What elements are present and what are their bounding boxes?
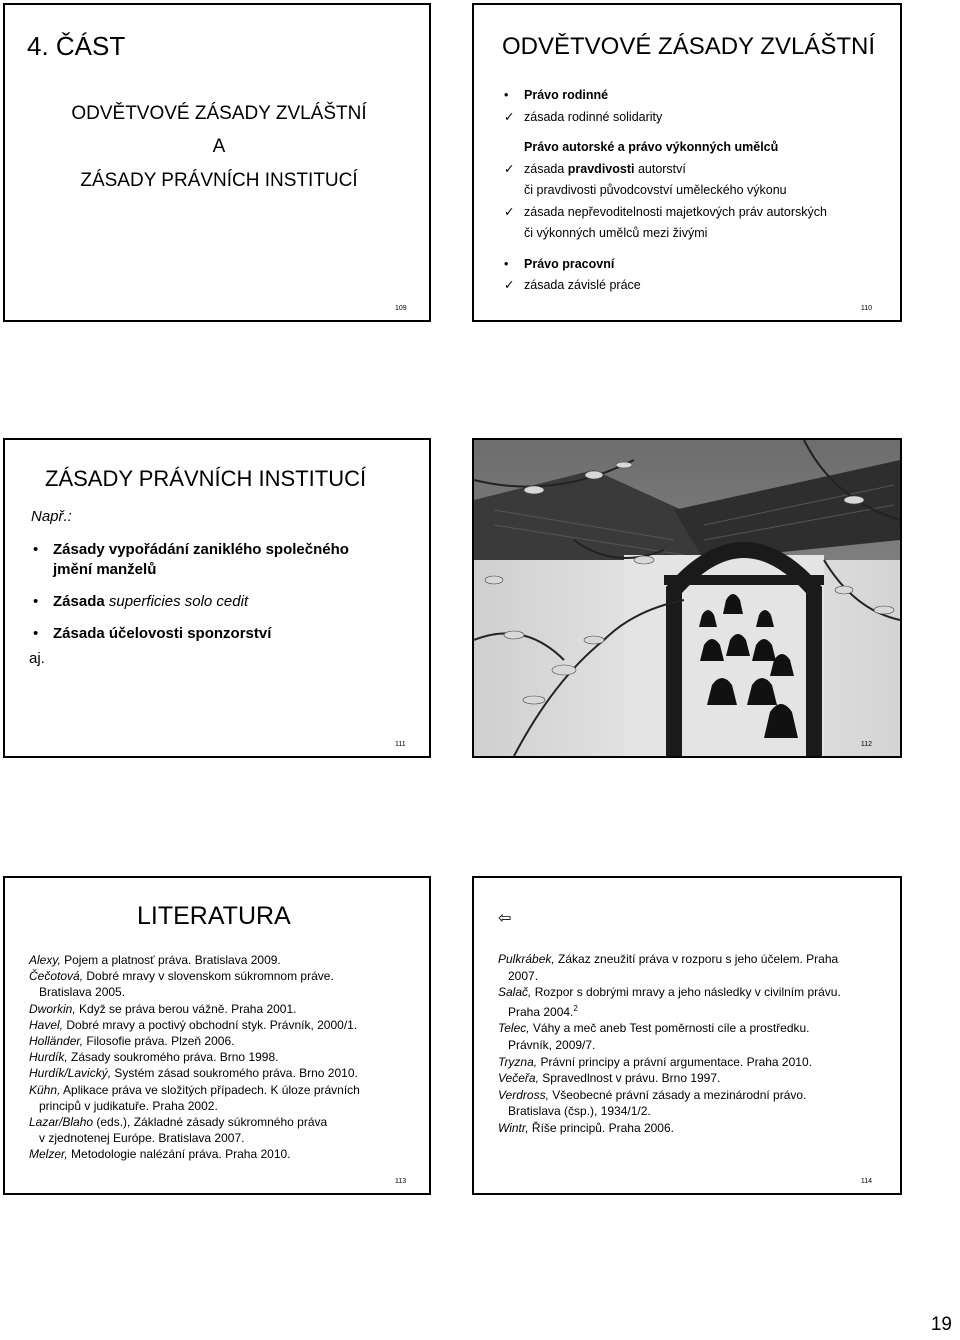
reference-author: Kühn, bbox=[29, 1082, 61, 1097]
reference-line bbox=[29, 1049, 360, 1065]
slide-110 bbox=[472, 3, 902, 322]
etc-label: aj. bbox=[29, 650, 45, 667]
bullet-icon: • bbox=[33, 625, 39, 642]
principles-list bbox=[504, 85, 899, 297]
list-item: • Zásady vypořádání zaniklého společného jmění manželů bbox=[33, 541, 349, 578]
reference-author: Holländer, bbox=[29, 1034, 84, 1049]
reference-author: Lazar/Blaho bbox=[29, 1115, 94, 1130]
reference-text: Váhy a meč aneb Test poměrnosti cíle a prostředku. bbox=[529, 1021, 810, 1036]
reference-text: Rozpor s dobrými mravy a jeho následky v civilním právu. bbox=[531, 985, 841, 1000]
reference-text: Filosofie práva. Plzeň 2006. bbox=[83, 1034, 235, 1049]
reference-line bbox=[498, 1037, 841, 1054]
reference-superscript: 2 bbox=[573, 1003, 578, 1013]
reference-text: Všeobecné právní zásady a mezinárodní právo. bbox=[548, 1087, 807, 1102]
list-item: ✓ zásada závislé práce bbox=[504, 275, 899, 297]
slide-title: LITERATURA bbox=[137, 902, 291, 930]
slide-109 bbox=[3, 3, 431, 322]
reference-line bbox=[29, 1130, 360, 1146]
slide-title: 4. ČÁST bbox=[27, 31, 126, 61]
reference-author: Melzer, bbox=[29, 1147, 68, 1162]
reference-line bbox=[29, 1001, 360, 1017]
reference-line bbox=[498, 951, 841, 968]
reference-line bbox=[498, 1120, 841, 1137]
reference-line bbox=[29, 1065, 360, 1081]
reference-text: Bratislava 2005. bbox=[39, 985, 126, 1000]
reference-text: Právní principy a právní argumentace. Praha 2010. bbox=[537, 1054, 812, 1069]
reference-author: Verdross, bbox=[498, 1087, 549, 1102]
subtitle-line: A bbox=[212, 136, 226, 158]
reference-text: Právník, 2009/7. bbox=[508, 1037, 596, 1052]
reference-text: Když se práva berou vážně. Praha 2001. bbox=[75, 1001, 297, 1016]
list-item: ✓ zásada rodinné solidarity bbox=[504, 107, 899, 129]
slide-title: ODVĚTVOVÉ ZÁSADY ZVLÁŠTNÍ bbox=[502, 33, 875, 60]
reference-text: Říše principů. Praha 2006. bbox=[528, 1120, 674, 1135]
subtitle-line: ZÁSADY PRÁVNÍCH INSTITUCÍ bbox=[80, 169, 358, 191]
slide-number: 111 bbox=[395, 741, 406, 748]
slide-114 bbox=[472, 876, 902, 1195]
reference-text: Zásady soukromého práva. Brno 1998. bbox=[67, 1050, 279, 1065]
reference-author: Wintr, bbox=[498, 1120, 529, 1135]
reference-author: Pulkrábek, bbox=[498, 952, 555, 966]
reference-author: Hurdík, bbox=[29, 1050, 68, 1065]
slide-number: 110 bbox=[860, 305, 872, 312]
list-item: • Právo rodinné bbox=[504, 85, 899, 107]
slide-number: 114 bbox=[860, 1178, 872, 1185]
reference-text: Metodologie nalézání práva. Praha 2010. bbox=[67, 1147, 291, 1162]
reference-line bbox=[29, 1114, 360, 1130]
page-number: 19 bbox=[930, 1314, 952, 1335]
reference-line bbox=[498, 1103, 841, 1120]
slide-111 bbox=[3, 438, 431, 758]
slide-number: 112 bbox=[860, 741, 872, 748]
reference-author: Dworkin, bbox=[29, 1001, 76, 1016]
reference-author: Čečotová, bbox=[29, 969, 84, 984]
reference-text: Dobré mravy v slovenskom súkromnom práve. bbox=[83, 969, 334, 984]
reference-text: Praha 2004. bbox=[508, 1004, 574, 1019]
reference-line bbox=[498, 1001, 841, 1021]
bell-tower-photo bbox=[474, 440, 900, 756]
list-item: či výkonných umělců mezi živými bbox=[524, 226, 708, 240]
reference-text: Bratislava (čsp.), 1934/1/2. bbox=[508, 1104, 651, 1119]
reference-line bbox=[29, 1098, 360, 1114]
reference-line bbox=[29, 1033, 360, 1049]
reference-text: v zjednotenej Európe. Bratislava 2007. bbox=[39, 1131, 245, 1146]
checkmark-icon: ✓ bbox=[504, 161, 515, 176]
reference-author: Hurdík/Lavický, bbox=[29, 1066, 112, 1081]
list-item: • Zásada účelovosti sponzorství bbox=[33, 625, 272, 642]
list-item: Právo autorské a právo výkonných umělců bbox=[504, 137, 899, 159]
intro-label: Např.: bbox=[31, 508, 72, 525]
reference-text: 2007. bbox=[508, 968, 539, 983]
list-item: ✓ zásada nepřevoditelnosti majetkových práv autorských bbox=[504, 202, 899, 224]
reference-text: (eds.), Základné zásady súkromného práva bbox=[93, 1115, 328, 1130]
back-arrow-icon[interactable]: ⇦ bbox=[498, 910, 512, 927]
slide-number: 113 bbox=[395, 1178, 407, 1185]
reference-author: Havel, bbox=[29, 1017, 64, 1032]
bullet-icon: • bbox=[504, 256, 509, 271]
slide-number: 109 bbox=[395, 305, 407, 312]
slide-113 bbox=[3, 876, 431, 1195]
reference-author: Alexy, bbox=[29, 953, 61, 967]
reference-line bbox=[498, 1070, 841, 1087]
list-item: či pravdivosti původcovství uměleckého výkonu bbox=[524, 183, 787, 197]
reference-author: Tryzna, bbox=[498, 1054, 538, 1069]
reference-line bbox=[29, 984, 360, 1000]
literature-list bbox=[498, 951, 841, 1137]
reference-text: Pojem a platnosť práva. Bratislava 2009. bbox=[60, 953, 281, 967]
reference-line bbox=[498, 1020, 841, 1037]
reference-line bbox=[498, 1087, 841, 1104]
checkmark-icon: ✓ bbox=[504, 109, 515, 124]
subtitle-line: ODVĚTVOVÉ ZÁSADY ZVLÁŠTNÍ bbox=[71, 103, 367, 124]
reference-text: Systém zásad soukromého práva. Brno 2010. bbox=[111, 1066, 358, 1081]
reference-line bbox=[29, 1146, 360, 1162]
reference-author: Telec, bbox=[498, 1021, 530, 1036]
bullet-icon: • bbox=[504, 88, 509, 102]
bullet-icon: • bbox=[33, 593, 39, 610]
slide-subtitle-block bbox=[5, 97, 431, 197]
reference-text: Dobré mravy a poctivý obchodní styk. Právník, 2000/1. bbox=[63, 1017, 358, 1032]
literature-list bbox=[29, 952, 360, 1163]
reference-author: Salač, bbox=[498, 985, 532, 1000]
checkmark-icon: ✓ bbox=[504, 278, 515, 292]
list-item: • Právo pracovní bbox=[504, 254, 899, 276]
reference-line bbox=[29, 968, 360, 984]
reference-line bbox=[498, 984, 841, 1001]
slide-112 bbox=[472, 438, 902, 758]
reference-author: Večeřa, bbox=[498, 1071, 539, 1086]
checkmark-icon: ✓ bbox=[504, 204, 515, 219]
reference-line bbox=[29, 1017, 360, 1033]
list-item: • Zásada superficies solo cedit bbox=[33, 593, 249, 610]
list-item: ✓ zásada pravdivosti autorství bbox=[504, 159, 899, 181]
bullet-icon bbox=[504, 137, 524, 159]
reference-line bbox=[29, 1082, 360, 1098]
slide-title: ZÁSADY PRÁVNÍCH INSTITUCÍ bbox=[45, 466, 367, 491]
reference-text: Aplikace práva ve složitých případech. K úloze právních bbox=[60, 1082, 360, 1097]
reference-text: Spravedlnost v právu. Brno 1997. bbox=[538, 1071, 721, 1086]
bullet-icon: • bbox=[33, 541, 39, 558]
reference-text: Zákaz zneužití práva v rozporu s jeho účelem. Praha bbox=[554, 952, 839, 966]
reference-line bbox=[498, 968, 841, 985]
reference-text: principů v judikatuře. Praha 2002. bbox=[39, 1098, 218, 1113]
slide-body bbox=[31, 506, 426, 670]
reference-line bbox=[498, 1054, 841, 1071]
reference-line bbox=[29, 952, 360, 968]
